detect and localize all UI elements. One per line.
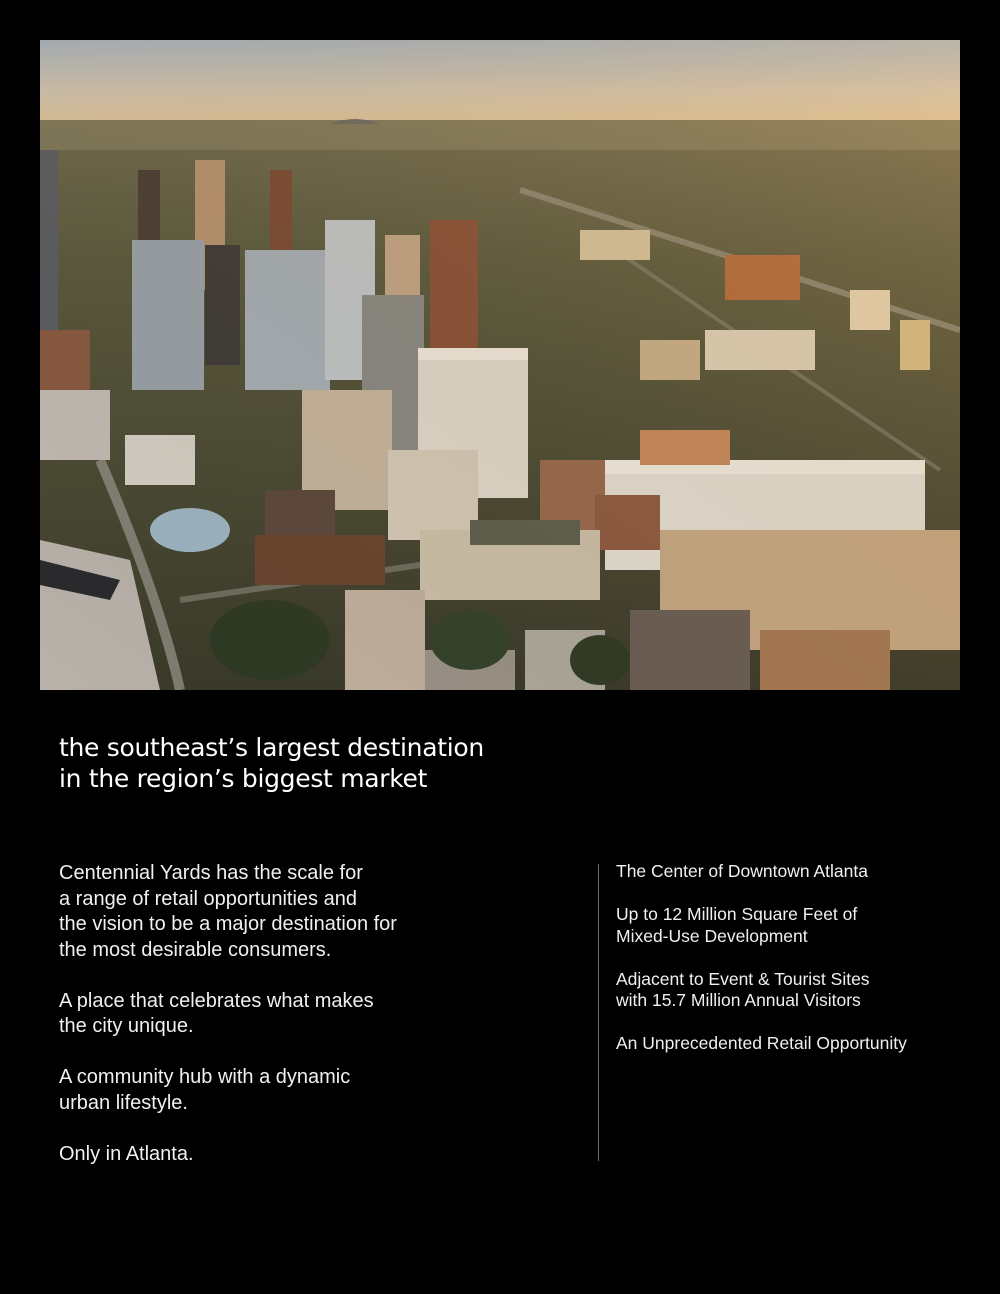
intro-p1-line: Centennial Yards has the scale for: [59, 862, 363, 884]
column-divider: [598, 864, 599, 1161]
intro-p1-line: a range of retail opportunities and: [59, 887, 357, 910]
intro-paragraph-3: [59, 1065, 519, 1116]
fact-item: [616, 969, 976, 1012]
intro-p3-line: A community hub with a dynamic: [59, 1066, 351, 1088]
fact-line: The Center of Downtown Atlanta: [616, 861, 868, 881]
fact-line: with 15.7 Million Annual Visitors: [616, 990, 861, 1010]
key-facts-list: [616, 861, 976, 1076]
intro-paragraph-2: [59, 989, 519, 1040]
intro-p4-line: Only in Atlanta.: [59, 1142, 194, 1165]
fact-item: [616, 904, 976, 947]
page-headline: [59, 732, 619, 794]
intro-p1-line: the vision to be a major destination for: [59, 913, 397, 935]
intro-p2-line: the city unique.: [59, 1015, 194, 1037]
headline-line-1: the southeast’s largest destination: [59, 733, 484, 762]
fact-line: Up to 12 Million Square Feet of: [616, 904, 858, 924]
intro-p3-line: urban lifestyle.: [59, 1091, 188, 1114]
fact-line: Mixed-Use Development: [616, 925, 808, 946]
fact-line: Adjacent to Event & Tourist Sites: [616, 968, 870, 989]
intro-paragraph-4: [59, 1142, 519, 1168]
fact-line: An Unprecedented Retail Opportunity: [616, 1033, 907, 1053]
intro-paragraph-1: [59, 861, 519, 963]
hero-aerial-image: [40, 40, 960, 690]
headline-line-2: in the region’s biggest market: [59, 764, 428, 793]
fact-item: [616, 1033, 976, 1055]
intro-copy: [59, 861, 519, 1193]
aerial-city-illustration: [40, 40, 960, 690]
intro-p2-line: A place that celebrates what makes: [59, 989, 374, 1012]
intro-p1-line: the most desirable consumers.: [59, 938, 332, 961]
fact-item: [616, 861, 976, 883]
